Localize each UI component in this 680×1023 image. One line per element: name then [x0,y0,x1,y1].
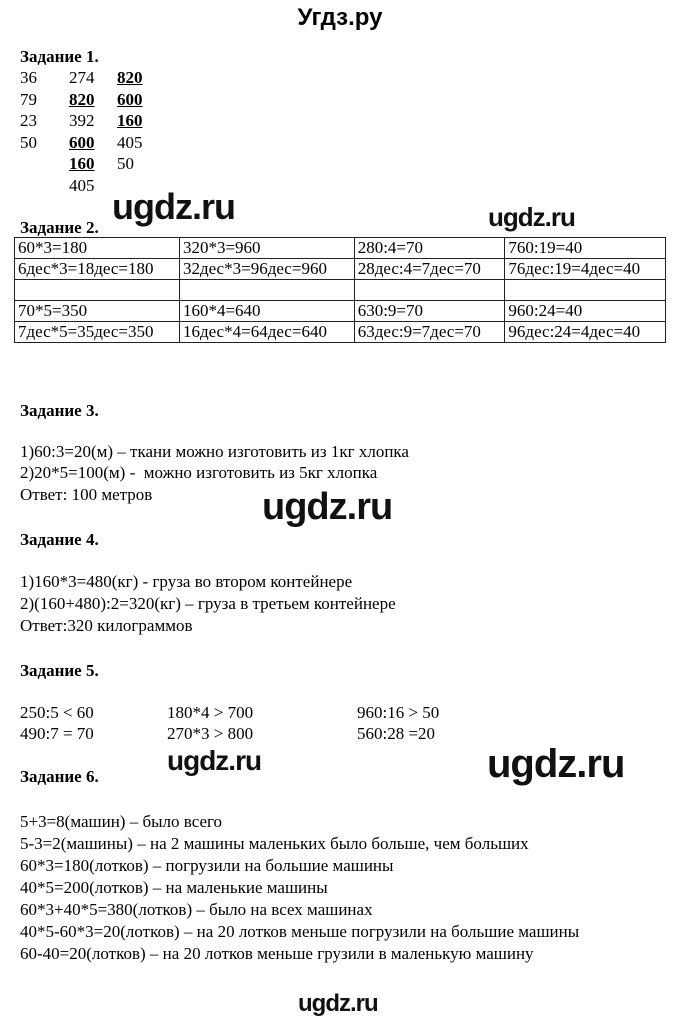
solution-line: 1)60:3=20(м) – ткани можно изготовить из 1кг хлопка [20,442,409,461]
number: 79 [20,89,37,109]
site-title: Угдз.ру [297,4,383,31]
table-cell: 76дес:19=4дес=40 [505,259,666,280]
task1-column-2 [69,67,95,196]
table-cell [179,280,354,301]
table-row [15,238,666,259]
solution-line: 2)20*5=100(м) - можно изготовить из 5кг хлопка [20,463,378,482]
table-cell: 63дес:9=7дес=70 [354,322,505,343]
watermark: ugdz.ru [262,486,393,528]
table-cell [15,280,180,301]
task4-heading: Задание 4. [20,530,99,549]
solution-line: 40*5-60*3=20(лотков) – на 20 лотков меньше погрузили на большие машины [20,922,580,941]
table-cell [505,280,666,301]
solution-line: 60*3+40*5=380(лотков) – было на всех машинах [20,900,373,919]
solution-line: 60-40=20(лотков) – на 20 лотков меньше грузили в маленькую машину [20,944,534,963]
solution-line: 5-3=2(машины) – на 2 машины маленьких было больше, чем больших [20,834,529,853]
number-underlined: 160 [117,111,143,130]
solution-line: 60*3=180(лотков) – погрузили на большие машины [20,856,394,875]
table-cell: 32дес*3=96дес=960 [179,259,354,280]
table-cell: 70*5=350 [15,301,180,322]
number-underlined: 600 [69,132,95,152]
comparison: 180*4 > 700 [167,703,254,722]
number-underlined: 820 [69,89,95,109]
task5-heading: Задание 5. [20,661,99,680]
number: 36 [20,68,37,87]
number: 392 [69,111,95,130]
task5-column-3 [357,702,439,744]
number-underlined: 160 [69,154,95,173]
number-underlined: 600 [117,89,143,109]
table-row [15,280,666,301]
number: 50 [117,154,134,173]
solution-line: 40*5=200(лотков) – на маленькие машины [20,878,328,897]
number: 405 [69,175,95,195]
table-cell: 960:24=40 [505,301,666,322]
table-row [15,259,666,280]
table-cell: 96дес:24=4дес=40 [505,322,666,343]
task1-heading: Задание 1. [20,47,99,66]
watermark: ugdz.ru [298,990,378,1017]
table-cell: 16дес*4=64дес=640 [179,322,354,343]
solution-line: 5+3=8(машин) – было всего [20,812,223,831]
task2-heading: Задание 2. [20,218,99,237]
number: 274 [69,68,95,87]
table-cell: 7дес*5=35дес=350 [15,322,180,343]
answer-line: Ответ:320 килограммов [20,616,193,635]
number-underlined: 820 [117,68,143,87]
number: 405 [117,132,143,152]
watermark: ugdz.ru [488,202,575,232]
comparison: 560:28 =20 [357,724,436,743]
table-cell [354,280,505,301]
comparison: 960:16 > 50 [357,703,440,722]
number: 50 [20,132,37,152]
task6-heading: Задание 6. [20,767,99,786]
task5-column-1 [20,702,94,744]
table-cell: 760:19=40 [505,238,666,259]
comparison: 490:7 = 70 [20,724,94,743]
table-cell: 160*4=640 [179,301,354,322]
solution-line: 2)(160+480):2=320(кг) – груза в третьем контейнере [20,594,396,613]
number: 23 [20,111,37,130]
table-cell: 280:4=70 [354,238,505,259]
watermark: ugdz.ru [487,742,625,786]
task5-column-2 [167,702,253,744]
solution-line: 1)160*3=480(кг) - груза во втором контейнере [20,572,353,591]
task1-column-1 [20,67,37,153]
watermark: ugdz.ru [167,745,262,776]
answer-line: Ответ: 100 метров [20,485,153,504]
table-cell: 630:9=70 [354,301,505,322]
task3-heading: Задание 3. [20,401,99,420]
table-row [15,301,666,322]
table-cell: 320*3=960 [179,238,354,259]
table-cell: 60*3=180 [15,238,180,259]
comparison: 250:5 < 60 [20,703,94,722]
table-row [15,322,666,343]
task1-column-3 [117,67,143,175]
watermark: ugdz.ru [112,186,235,227]
table-cell: 28дес:4=7дес=70 [354,259,505,280]
task2-table [14,237,666,343]
table-cell: 6дес*3=18дес=180 [15,259,180,280]
comparison: 270*3 > 800 [167,724,254,743]
